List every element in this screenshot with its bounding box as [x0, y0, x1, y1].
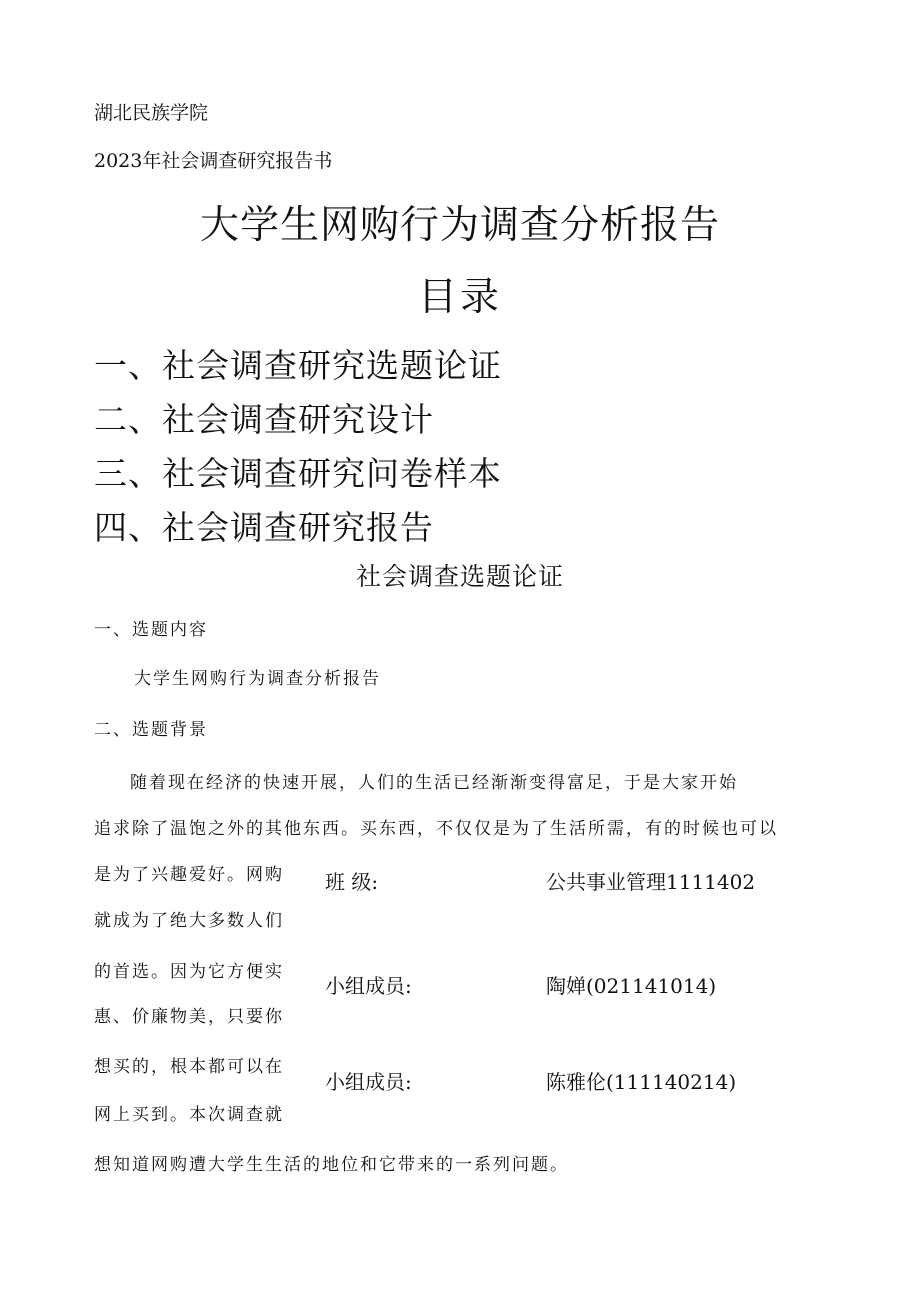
paragraph-line: 想知道网购遭大学生生活的地位和它带来的一系列问题。 — [94, 1155, 569, 1175]
class-value: 公共事业管理1111402 — [546, 870, 756, 894]
paragraph-line: 追求除了温饱之外的其他东西。买东西，不仅仅是为了生活所需，有的时候也可以 — [94, 819, 778, 839]
class-label: 班 级: — [325, 870, 379, 894]
toc-heading: 目录 — [417, 275, 502, 320]
member-1-label: 小组成员: — [325, 974, 412, 998]
school-name: 湖北民族学院 — [94, 102, 209, 124]
paragraph-line: 的首选。因为它方便实 — [94, 962, 284, 982]
paragraph-line: 想买的，根本都可以在 — [94, 1057, 284, 1077]
toc-item-1: 一、社会调查研究选题论证 — [94, 346, 502, 385]
topic-text: 大学生网购行为调查分析报告 — [134, 669, 381, 689]
subsection-heading-background: 二、选题背景 — [94, 720, 208, 740]
member-2-label: 小组成员: — [325, 1070, 412, 1094]
paragraph-line: 网上买到。本次调查就 — [94, 1105, 284, 1125]
paragraph-line: 惠、价廉物美，只要你 — [94, 1007, 284, 1027]
subsection-heading-content: 一、选题内容 — [94, 620, 208, 640]
document-title: 大学生网购行为调查分析报告 — [199, 203, 720, 248]
section-heading: 社会调查选题论证 — [355, 562, 564, 591]
paragraph-line: 是为了兴趣爱好。网购 — [94, 865, 284, 885]
toc-item-4: 四、社会调查研究报告 — [94, 508, 434, 547]
member-1-value: 陶婵(021141014) — [546, 974, 717, 998]
toc-item-2: 二、社会调查研究设计 — [94, 400, 434, 439]
toc-item-3: 三、社会调查研究问卷样本 — [94, 454, 502, 493]
report-subtitle: 2023年社会调查研究报告书 — [94, 150, 333, 172]
paragraph-line: 就成为了绝大多数人们 — [94, 911, 284, 931]
paragraph-line: 随着现在经济的快速开展，人们的生活已经渐渐变得富足，于是大家开始 — [130, 773, 738, 793]
member-2-value: 陈雅伦(111140214) — [546, 1070, 737, 1094]
